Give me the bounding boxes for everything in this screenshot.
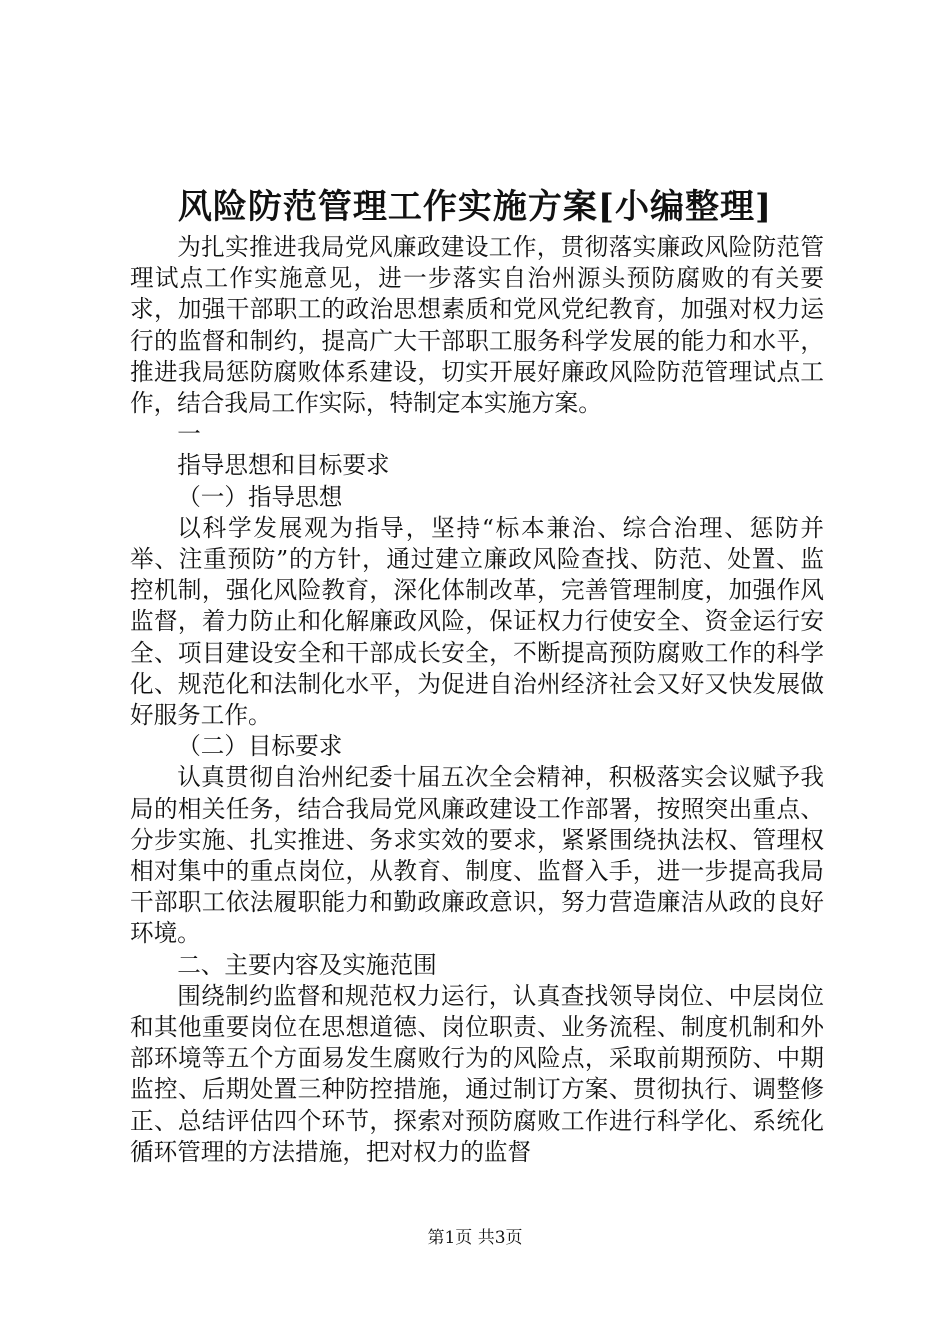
intro-paragraph: 为扎实推进我局党风廉政建设工作，贯彻落实廉政风险防范管理试点工作实施意见，进一步落实自治州源头预防腐败的有关要求，加强干部职工的政治思想素质和党风党纪教育，加强对权力运行的监督和制约，提高广大干部职工服务科学发展的能力和水平，推进我局惩防腐败体系建设，切实开展好廉政风险防范管理试点工作，结合我局工作实际，特制定本实施方案。 [130, 233, 824, 418]
subsection-heading-guiding-ideology: （一）指导思想 [177, 482, 343, 511]
subsection-heading-goal-requirements: （二）目标要求 [177, 732, 343, 761]
section-number-one: 一 [177, 420, 201, 449]
document-title: 风险防范管理工作实施方案[小编整理] [177, 187, 773, 227]
main-content-paragraph: 围绕制约监督和规范权力运行，认真查找领导岗位、中层岗位和其他重要岗位在思想道德、岗位职责、业务流程、制度机制和外部环境等五个方面易发生腐败行为的风险点，采取前期预防、中期监控、后期处置三种防控措施，通过制订方案、贯彻执行、调整修正、总结评估四个环节，探索对预防腐败工作进行科学化、系统化循环管理的方法措施，把对权力的监督 [130, 981, 824, 1166]
section-heading-main-content-and-scope: 二、主要内容及实施范围 [177, 950, 437, 979]
section-heading-guiding-ideology-and-goals: 指导思想和目标要求 [177, 451, 390, 480]
document-body [130, 232, 824, 1168]
goal-requirements-paragraph: 认真贯彻自治州纪委十届五次全会精神，积极落实会议赋予我局的相关任务，结合我局党风廉政建设工作部署，按照突出重点、分步实施、扎实推进、务求实效的要求，紧紧围绕执法权、管理权相对集中的重点岗位，从教育、制度、监督入手，进一步提高我局干部职工依法履职能力和勤政廉政意识，努力营造廉洁从政的良好环境。 [130, 763, 824, 948]
guiding-ideology-paragraph: 以科学发展观为指导，坚持“标本兼治、综合治理、惩防并举、注重预防”的方针，通过建立廉政风险查找、防范、处置、监控机制，强化风险教育，深化体制改革，完善管理制度，加强作风监督，着力防止和化解廉政风险，保证权力行使安全、资金运行安全、项目建设安全和干部成长安全，不断提高预防腐败工作的科学化、规范化和法制化水平，为促进自治州经济社会又好又快发展做好服务工作。 [130, 513, 824, 730]
page-footer: 第1页 共3页 [427, 1228, 523, 1248]
